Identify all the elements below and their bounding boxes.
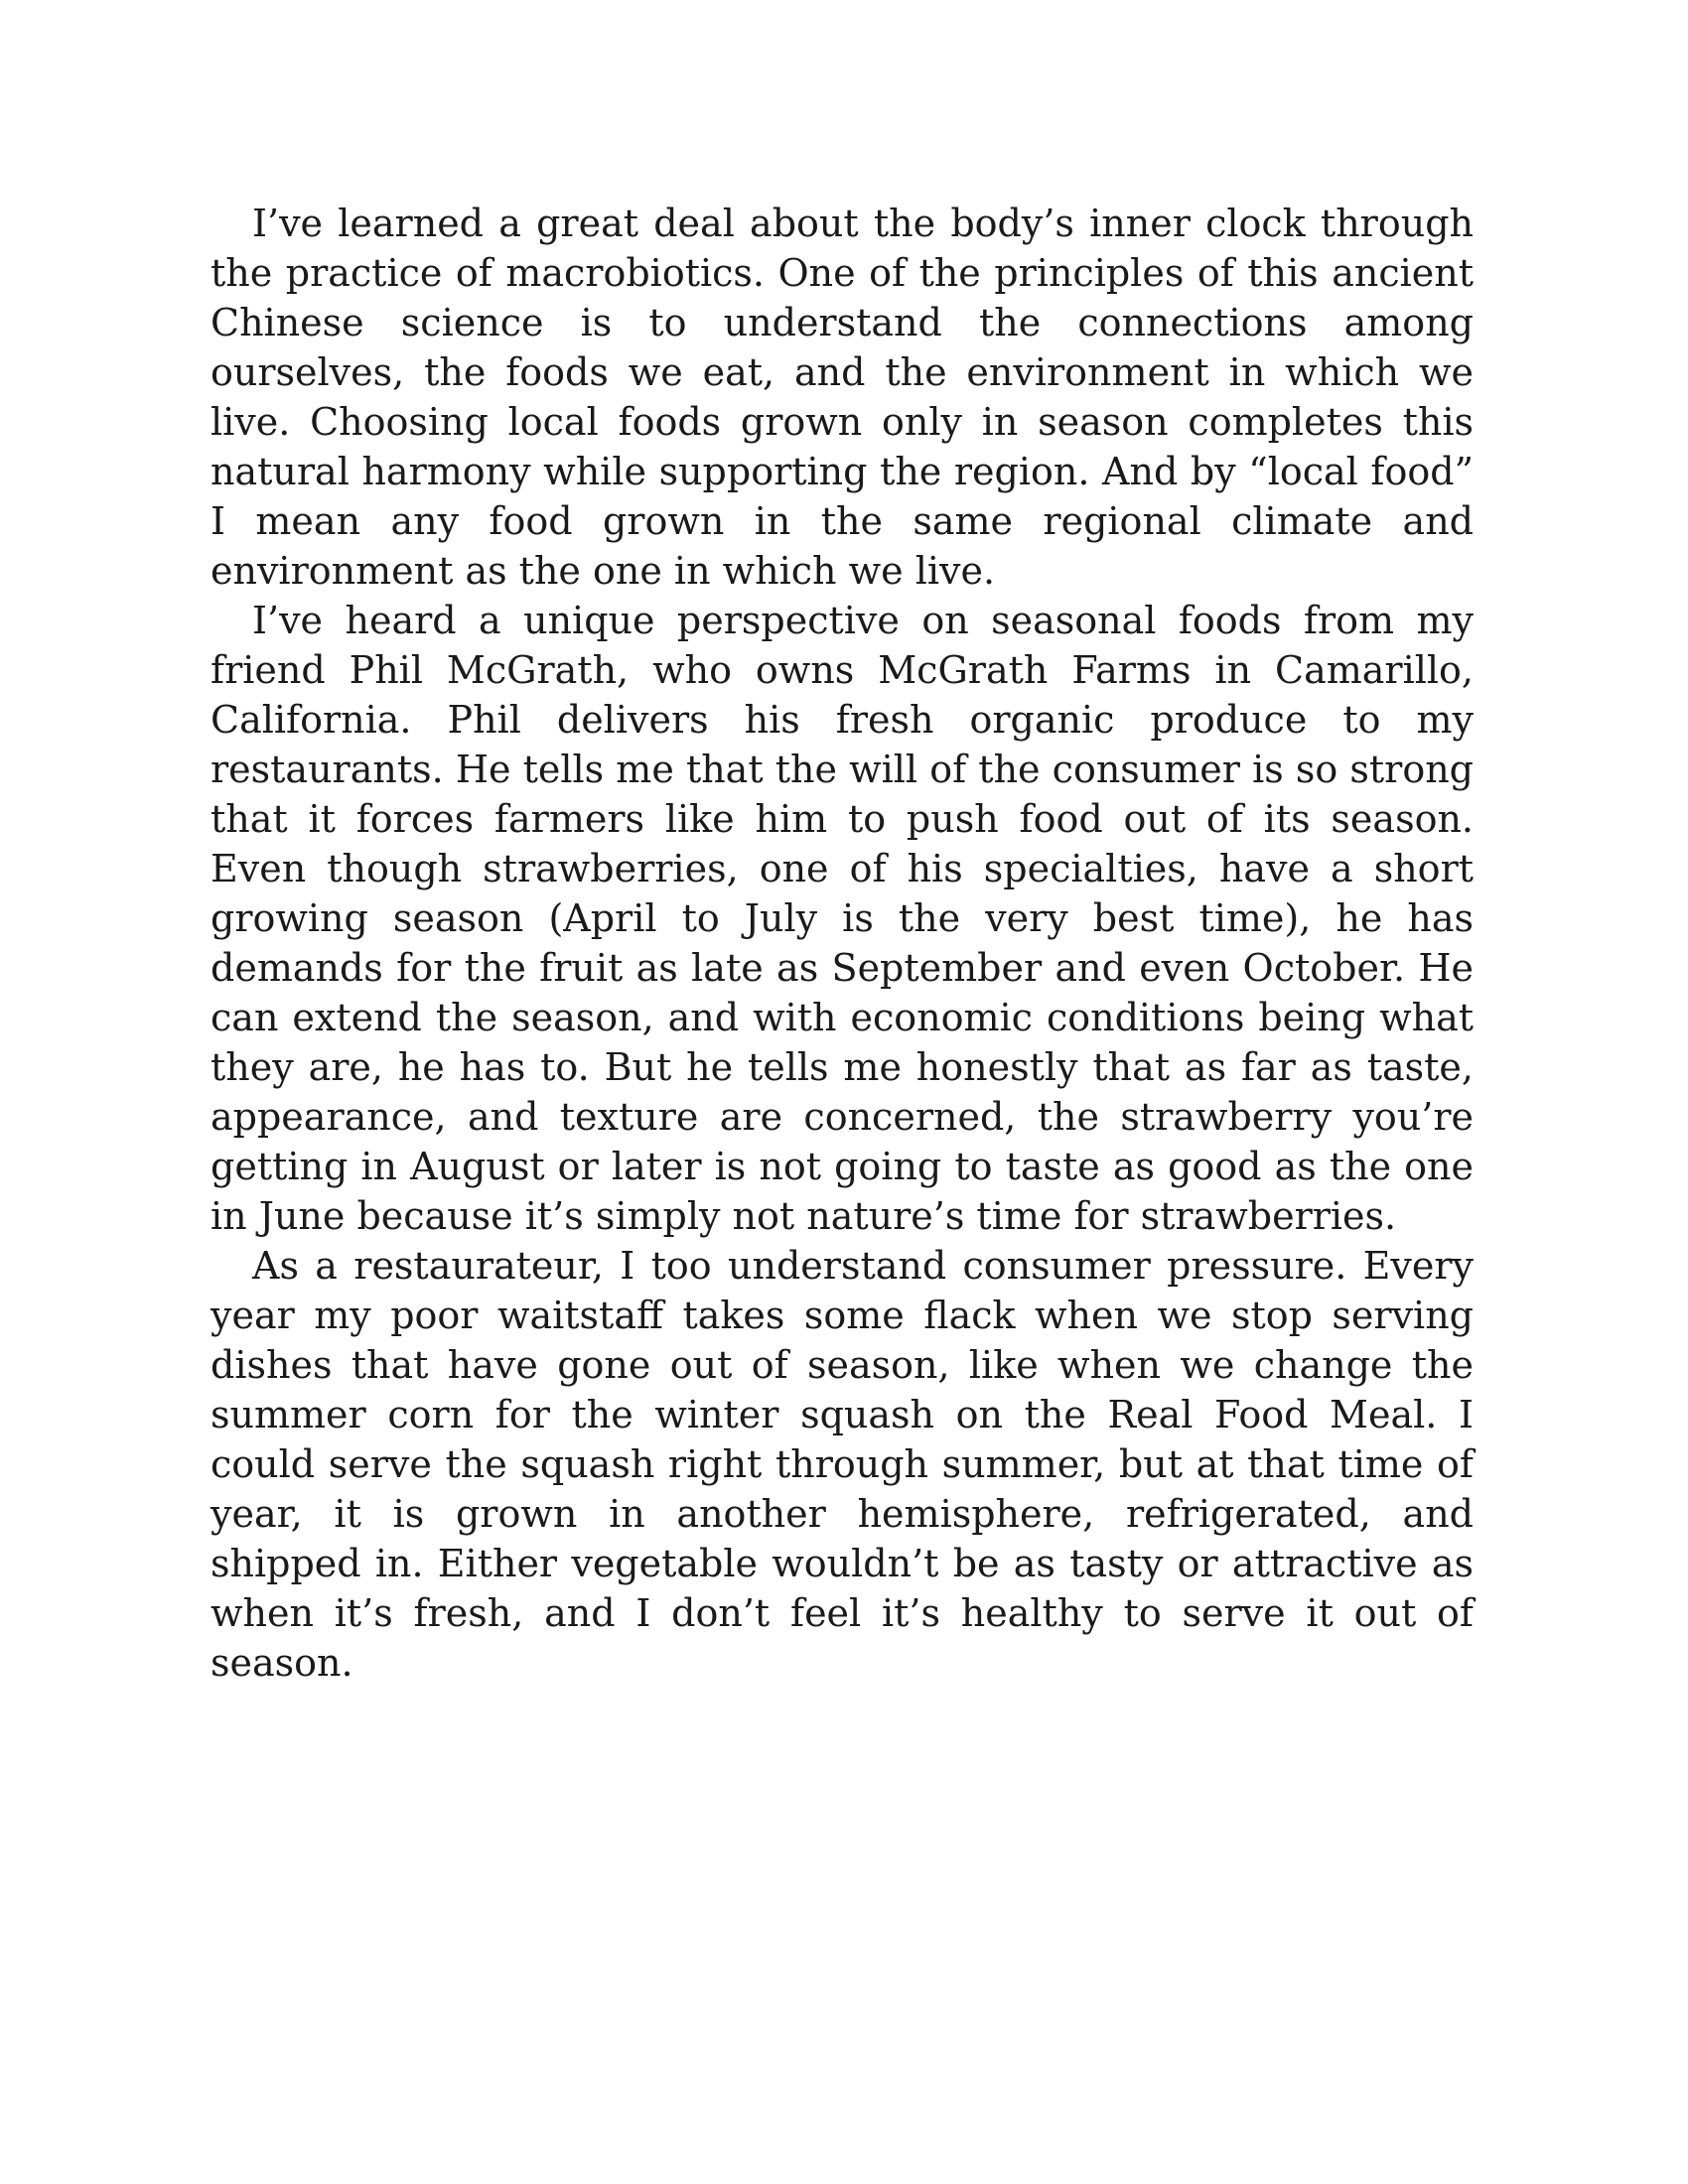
paragraph: I’ve learned a great deal about the body’s inner clock through the practice of macrobiotics. One of the principles of this ancient Chinese science is to understand the connections among ourselves, the foods we eat, and the environment in which we live. Choosing local foods grown only in season completes this natural harmony while supporting the region. And by “local food” I mean any food grown in the same regional climate and environment as the one in which we live. <box>211 202 1474 593</box>
paragraph: I’ve heard a unique perspective on seasonal foods from my friend Phil McGrath, who owns McGrath Farms in Camarillo, California. Phil delivers his fresh organic produce to my restaurants. He tells me that the will of the consumer is so strong that it forces farmers like him to push food out of its season. Even though strawberries, one of his specialties, have a short growing season (April to July is the very best time), he has demands for the fruit as late as September and even October. He can extend the season, and with economic conditions being what they are, he has to. But he tells me honestly that as far as taste, appearance, and texture are concerned, the strawberry you’re getting in August or later is not going to taste as good as the one in June because it’s simply not nature’s time for strawberries. <box>211 599 1474 1238</box>
paragraph: As a restaurateur, I too understand consumer pressure. Every year my poor waitstaff takes some flack when we stop serving dishes that have gone out of season, like when we change the summer corn for the winter squash on the Real Food Meal. I could serve the squash right through summer, but at that time of year, it is grown in another hemisphere, refrigerated, and shipped in. Either vegetable wouldn’t be as tasty or attractive as when it’s fresh, and I don’t feel it’s healthy to serve it out of season. <box>211 1244 1474 1685</box>
body-text <box>211 199 1474 1688</box>
